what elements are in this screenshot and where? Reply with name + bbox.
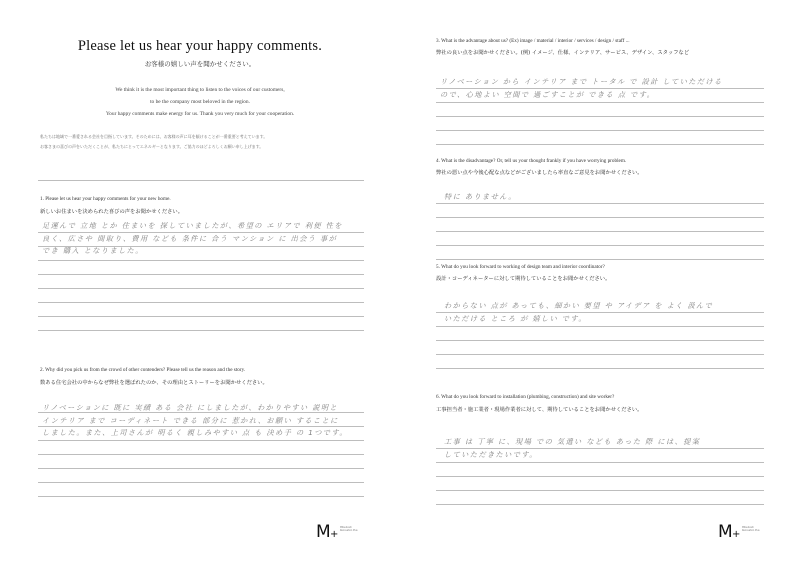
answer-line bbox=[436, 144, 764, 145]
answer-6 bbox=[444, 436, 700, 461]
answer-line bbox=[38, 302, 364, 303]
answer-line bbox=[436, 259, 764, 260]
answer-line bbox=[38, 316, 364, 317]
answer-2 bbox=[42, 402, 348, 440]
question-4-en: 4. What is the disadvantage? Or, tell us your thought frankly if you have worrying problem. bbox=[436, 158, 627, 164]
handwritten-line: しました。また、上司さんが 明るく 親しみやすい 点 も 決め手 の 1つです。 bbox=[42, 428, 348, 437]
handwritten-line: インテリア まで コーディネート できる 部分に 惹かれ、お願い することに bbox=[42, 415, 339, 425]
answer-line bbox=[436, 354, 764, 355]
answer-line bbox=[38, 330, 364, 331]
handwritten-line: していただきたいです。 bbox=[444, 449, 538, 459]
handwritten-line: 特に ありません。 bbox=[444, 192, 517, 201]
handwritten-line: リノベーションに 既に 実績 ある 会社 にしましたが、わかりやすい 説明と bbox=[42, 403, 339, 412]
page-subtitle: お客様の嬉しい声を聞かせください。 bbox=[144, 60, 256, 68]
intro-line: to be the company most beloved in the region. bbox=[150, 99, 250, 106]
answer-line bbox=[436, 326, 764, 327]
answer-line bbox=[38, 288, 364, 289]
handwritten-line: 良く、広さや 間取り、費用 なども 条件に 合う マンション に 出会う 事が bbox=[42, 233, 338, 243]
logo-mark: M bbox=[316, 522, 331, 542]
question-3-en: 3. What is the advantage about us? (Ex) image / material / interior / services / design / staff ... bbox=[436, 38, 630, 44]
answer-line bbox=[436, 116, 764, 117]
answer-line bbox=[38, 440, 364, 441]
handwritten-line: ので、心地よい 空間で 過ごすことが できる 点 です。 bbox=[440, 89, 656, 99]
answer-line bbox=[436, 490, 764, 491]
question-4-jp: 弊社の悪い点や今後心配な点などがございましたら率直なご意見をお聞かせください。 bbox=[436, 170, 643, 176]
logo-tagline: Mitsuboshi Renovation Plus bbox=[742, 526, 760, 532]
company-logo bbox=[316, 522, 358, 544]
question-6-en: 6. What do you look forward to installation (plumbing, construction) and site worker? bbox=[436, 394, 615, 400]
divider bbox=[38, 180, 364, 181]
logo-plus: + bbox=[732, 529, 741, 540]
answer-line bbox=[436, 231, 764, 232]
logo-tagline: Mitsuboshi Renovation Plus bbox=[340, 526, 358, 532]
answer-line bbox=[436, 476, 764, 477]
intro-line: We think it is the most important thing to listen to the voices of our customers, bbox=[115, 87, 285, 93]
handwritten-line: 足運んで 立地 とか 住まいを 探していましたが、希望の エリアで 利便 性を bbox=[42, 221, 343, 230]
handwritten-line: いただける ところ が 嬉しい です。 bbox=[444, 313, 587, 323]
company-logo bbox=[718, 522, 760, 544]
answer-line bbox=[38, 274, 364, 275]
answer-line bbox=[436, 368, 764, 369]
answer-line bbox=[436, 245, 764, 246]
answer-line bbox=[436, 130, 764, 131]
logo-mark: M bbox=[718, 522, 733, 542]
answer-line bbox=[436, 462, 764, 463]
answer-line bbox=[38, 468, 364, 469]
handwritten-line: 工事 は 丁寧 に、現場 での 気遣い なども あった 際 には、提案 bbox=[444, 437, 701, 446]
question-1-en: 1. Please let us hear your happy comments for your new home. bbox=[40, 196, 171, 202]
answer-line bbox=[436, 504, 764, 505]
intro-line: Your happy comments make energy for us. Thank you very much for your cooperation. bbox=[105, 111, 295, 118]
answer-line bbox=[38, 260, 364, 261]
question-6-jp: 工事担当者・施工業者・現場作業者に対して、期待していることをお聞かせください。 bbox=[436, 407, 643, 413]
answer-1 bbox=[42, 220, 343, 258]
intro-text bbox=[20, 84, 380, 121]
question-1-jp: 新しいお住まいを決められた喜びの声をお聞かせください。 bbox=[40, 209, 184, 215]
handwritten-line: でき 購入 となりました。 bbox=[42, 246, 144, 255]
answer-4 bbox=[444, 191, 517, 204]
answer-line bbox=[38, 496, 364, 497]
answer-line bbox=[436, 217, 764, 218]
logo-plus: + bbox=[330, 529, 339, 540]
question-5-en: 5. What do you look forward to working of design team and interior coordinator? bbox=[436, 264, 605, 270]
handwritten-line: わからない 点が あっても、細かい 要望 や アイデア を よく 汲んで bbox=[444, 301, 714, 310]
page-title: Please let us hear your happy comments. bbox=[77, 38, 323, 54]
right-page bbox=[400, 0, 800, 565]
question-3-jp: 弊社の良い点をお聞かせください。(例) イメージ、仕様、インテリア、サービス、デザイン、スタッフなど bbox=[436, 50, 690, 56]
answer-3 bbox=[440, 76, 723, 101]
answer-5 bbox=[444, 300, 713, 325]
answer-line bbox=[436, 340, 764, 341]
jp-note-line: お客さまの喜びの声をいただくことが、私たちにとってエネルギーとなります。ご協力のほどよろしくお願い申し上げます。 bbox=[40, 144, 264, 149]
jp-note-line: 私たちは地域で一番愛される会社を目指しています。そのためには、お客様の声に耳を傾けることが一番重要と考えています。 bbox=[40, 134, 268, 139]
answer-line bbox=[38, 482, 364, 483]
answer-line bbox=[38, 454, 364, 455]
question-2-en: 2. Why did you pick us from the crowd of other contenders? Please tell us the reason and the story. bbox=[40, 367, 246, 373]
jp-note bbox=[40, 132, 380, 152]
question-5-jp: 設計・コーディネーターに対して期待していることをお聞かせください。 bbox=[436, 276, 611, 282]
answer-line bbox=[436, 102, 764, 103]
handwritten-line: リノベーション から インテリア まで トータル で 設計 していただける bbox=[440, 77, 723, 86]
question-2-jp: 数ある住宅会社の中からなぜ弊社を選ばれたのか、その理由とストーリーをお聞かせください。 bbox=[40, 380, 268, 386]
